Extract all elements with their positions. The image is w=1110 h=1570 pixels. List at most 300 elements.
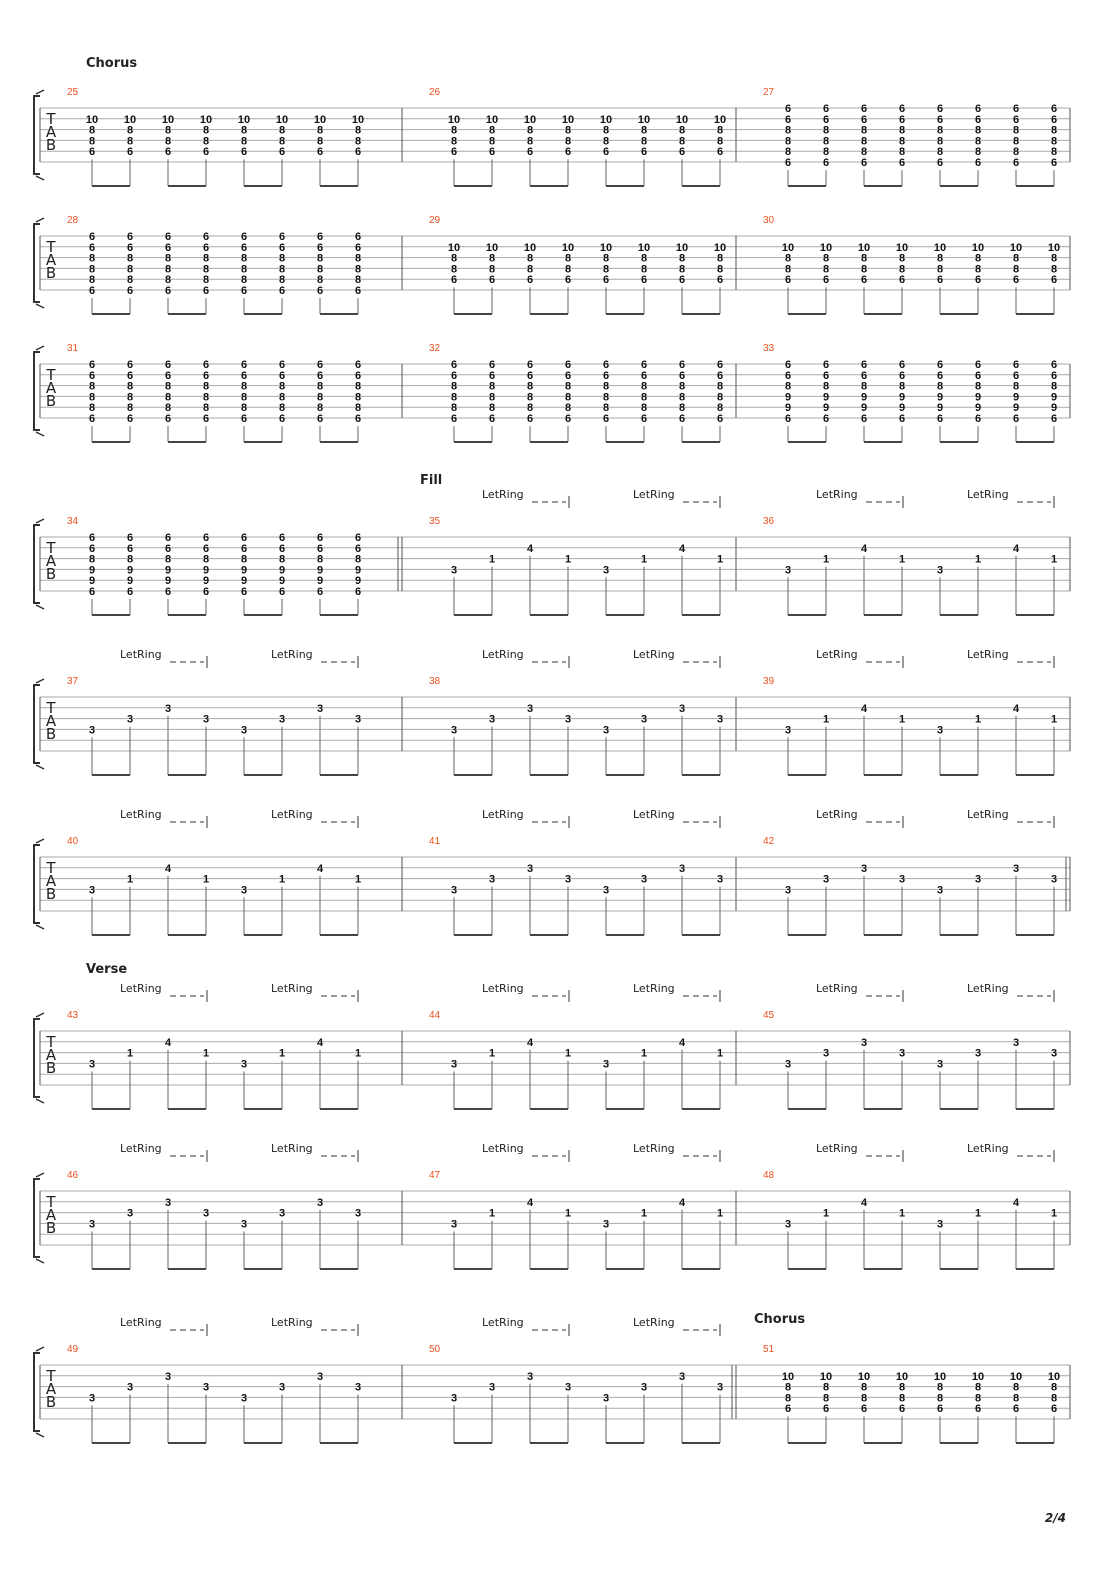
fret-number: 3: [716, 873, 724, 886]
fret-number: 6: [164, 285, 172, 297]
fret-number: 6: [678, 413, 686, 425]
fret-number: 8: [822, 1392, 830, 1405]
fret-number: 6: [240, 586, 248, 598]
fret-number: 6: [450, 369, 458, 382]
fret-number: 9: [126, 575, 134, 588]
fret-number: 3: [278, 713, 286, 726]
fret-number: 6: [202, 586, 210, 598]
fret-number: 8: [640, 402, 648, 415]
fret-number: 3: [678, 702, 686, 715]
fret-number: 8: [640, 391, 648, 404]
fret-number: 6: [126, 146, 134, 159]
fret-number: 1: [1050, 553, 1058, 566]
fret-number: 3: [1012, 862, 1020, 875]
let-ring-label: LetRing: [482, 982, 524, 995]
fret-number: 8: [126, 553, 134, 566]
fret-number: 8: [822, 124, 830, 137]
fret-number: 8: [602, 252, 610, 265]
fret-number: 8: [936, 124, 944, 137]
fret-number: 1: [564, 553, 572, 566]
fret-number: 6: [640, 274, 648, 287]
fret-number: 6: [898, 1403, 906, 1416]
fret-number: 9: [898, 402, 906, 415]
fret-number: 6: [564, 359, 572, 371]
fret-number: 8: [716, 391, 724, 404]
fret-number: 6: [278, 231, 286, 243]
fret-number: 8: [126, 274, 134, 287]
fret-number: 4: [316, 862, 324, 875]
fret-number: 10: [895, 1370, 909, 1383]
fret-number: 3: [450, 1058, 458, 1071]
fret-number: 9: [278, 575, 286, 588]
fret-number: 10: [161, 113, 175, 126]
fret-number: 8: [974, 1381, 982, 1394]
fret-number: 8: [822, 135, 830, 148]
fret-number: 6: [126, 285, 134, 297]
fret-number: 8: [202, 135, 210, 148]
tab-clef-letter: A: [45, 379, 57, 397]
fret-number: 8: [164, 402, 172, 415]
fret-number: 9: [164, 564, 172, 577]
fret-number: 6: [822, 103, 830, 115]
fret-number: 6: [88, 285, 96, 297]
fret-number: 10: [895, 241, 909, 254]
fret-number: 8: [126, 252, 134, 265]
fret-number: 1: [974, 713, 982, 726]
fret-number: 6: [1012, 413, 1020, 425]
fret-number: 8: [526, 380, 534, 393]
fret-number: 8: [898, 146, 906, 159]
fret-number: 6: [822, 413, 830, 425]
fret-number: 9: [974, 402, 982, 415]
fret-number: 8: [164, 391, 172, 404]
fret-number: 6: [564, 274, 572, 287]
fret-number: 8: [784, 380, 792, 393]
fret-number: 8: [974, 135, 982, 148]
fret-number: 9: [1050, 391, 1058, 404]
fret-number: 8: [164, 380, 172, 393]
fret-number: 6: [898, 359, 906, 371]
fret-number: 6: [126, 586, 134, 598]
bar-number: 35: [429, 516, 441, 527]
tab-clef-letter: A: [45, 1206, 57, 1224]
fret-number: 6: [240, 542, 248, 555]
fret-number: 3: [164, 702, 172, 715]
fret-number: 8: [88, 263, 96, 276]
fret-number: 3: [678, 862, 686, 875]
fret-number: 6: [1050, 413, 1058, 425]
fret-number: 6: [898, 274, 906, 287]
fret-number: 6: [126, 359, 134, 371]
fret-number: 9: [88, 564, 96, 577]
fret-number: 8: [278, 402, 286, 415]
fret-number: 6: [602, 413, 610, 425]
fret-number: 8: [860, 1392, 868, 1405]
fret-number: 6: [526, 359, 534, 371]
fret-number: 6: [784, 359, 792, 371]
fret-number: 8: [602, 391, 610, 404]
fret-number: 6: [860, 157, 868, 169]
fret-number: 8: [716, 124, 724, 137]
fret-number: 8: [354, 553, 362, 566]
fret-number: 8: [640, 135, 648, 148]
fret-number: 9: [936, 391, 944, 404]
fret-number: 6: [316, 369, 324, 382]
fret-number: 6: [860, 113, 868, 126]
fret-number: 3: [564, 1381, 572, 1394]
fret-number: 6: [278, 542, 286, 555]
tab-clef-letter: B: [45, 565, 57, 583]
fret-number: 8: [640, 380, 648, 393]
fret-number: 9: [1012, 402, 1020, 415]
fret-number: 10: [237, 113, 251, 126]
fret-number: 6: [354, 231, 362, 243]
fret-number: 6: [240, 359, 248, 371]
fret-number: 8: [974, 380, 982, 393]
fret-number: 1: [640, 1207, 648, 1220]
fret-number: 6: [240, 285, 248, 297]
section-label: Verse: [86, 962, 128, 977]
fret-number: 8: [640, 263, 648, 276]
fret-number: 8: [126, 135, 134, 148]
fret-number: 10: [85, 113, 99, 126]
fret-number: 3: [450, 564, 458, 577]
fret-number: 6: [316, 146, 324, 159]
fret-number: 6: [240, 231, 248, 243]
fret-number: 6: [822, 157, 830, 169]
fret-number: 8: [164, 263, 172, 276]
fret-number: 8: [564, 402, 572, 415]
fret-number: 6: [450, 413, 458, 425]
fret-number: 1: [716, 1207, 724, 1220]
fret-number: 10: [857, 241, 871, 254]
fret-number: 8: [784, 1381, 792, 1394]
fret-number: 6: [278, 241, 286, 254]
fret-number: 8: [278, 553, 286, 566]
fret-number: 8: [164, 135, 172, 148]
let-ring-label: LetRing: [967, 808, 1009, 821]
fret-number: 3: [974, 1047, 982, 1060]
fret-number: 6: [354, 285, 362, 297]
fret-number: 3: [450, 724, 458, 737]
fret-number: 6: [936, 369, 944, 382]
fret-number: 10: [637, 113, 651, 126]
fret-number: 10: [1009, 1370, 1023, 1383]
fret-number: 6: [88, 532, 96, 544]
fret-number: 3: [1050, 1047, 1058, 1060]
fret-number: 8: [202, 274, 210, 287]
fret-number: 3: [602, 1218, 610, 1231]
fret-number: 8: [898, 263, 906, 276]
fret-number: 3: [784, 1218, 792, 1231]
fret-number: 1: [640, 553, 648, 566]
tab-clef-letter: T: [46, 366, 56, 384]
fret-number: 8: [202, 252, 210, 265]
fret-number: 8: [450, 402, 458, 415]
fret-number: 6: [278, 369, 286, 382]
fret-number: 3: [450, 1218, 458, 1231]
fret-number: 8: [936, 135, 944, 148]
fret-number: 8: [202, 391, 210, 404]
fret-number: 3: [822, 873, 830, 886]
fret-number: 8: [1050, 124, 1058, 137]
fret-number: 8: [526, 124, 534, 137]
fret-number: 9: [898, 391, 906, 404]
fret-number: 6: [278, 586, 286, 598]
fret-number: 1: [354, 1047, 362, 1060]
fret-number: 8: [1012, 135, 1020, 148]
fret-number: 8: [354, 263, 362, 276]
fret-number: 8: [1012, 263, 1020, 276]
fret-number: 8: [278, 380, 286, 393]
tab-clef-letter: B: [45, 136, 57, 154]
let-ring-label: LetRing: [816, 648, 858, 661]
fret-number: 8: [450, 135, 458, 148]
system-bracket: [34, 1179, 40, 1257]
fret-number: 8: [564, 124, 572, 137]
tab-clef-letter: T: [46, 699, 56, 717]
fret-number: 8: [354, 380, 362, 393]
fret-number: 6: [678, 359, 686, 371]
fret-number: 6: [898, 103, 906, 115]
fret-number: 8: [126, 391, 134, 404]
fret-number: 6: [678, 274, 686, 287]
fret-number: 6: [974, 103, 982, 115]
fret-number: 8: [240, 391, 248, 404]
bar-number: 27: [763, 87, 775, 98]
fret-number: 6: [450, 146, 458, 159]
fret-number: 8: [974, 252, 982, 265]
fret-number: 8: [240, 274, 248, 287]
fret-number: 6: [860, 1403, 868, 1416]
fret-number: 8: [1012, 1392, 1020, 1405]
bar-number: 41: [429, 836, 441, 847]
fret-number: 10: [637, 241, 651, 254]
fret-number: 8: [822, 263, 830, 276]
fret-number: 8: [936, 146, 944, 159]
let-ring-label: LetRing: [816, 808, 858, 821]
fret-number: 8: [1050, 252, 1058, 265]
fret-number: 8: [898, 380, 906, 393]
fret-number: 3: [898, 873, 906, 886]
fret-number: 6: [316, 359, 324, 371]
fret-number: 8: [316, 402, 324, 415]
fret-number: 8: [240, 263, 248, 276]
let-ring-label: LetRing: [271, 648, 313, 661]
fret-number: 3: [822, 1047, 830, 1060]
fret-number: 4: [678, 1036, 686, 1049]
fret-number: 8: [716, 380, 724, 393]
fret-number: 8: [488, 252, 496, 265]
fret-number: 8: [278, 124, 286, 137]
fret-number: 8: [936, 1392, 944, 1405]
fret-number: 10: [819, 1370, 833, 1383]
page-number: 2/4: [1044, 1511, 1066, 1525]
fret-number: 8: [716, 402, 724, 415]
fret-number: 6: [164, 586, 172, 598]
bar-number: 51: [763, 1344, 775, 1355]
fret-number: 6: [526, 146, 534, 159]
fret-number: 9: [1012, 391, 1020, 404]
fret-number: 1: [488, 1207, 496, 1220]
fret-number: 6: [88, 586, 96, 598]
fret-number: 8: [240, 553, 248, 566]
fret-number: 10: [351, 113, 365, 126]
fret-number: 1: [488, 553, 496, 566]
fret-number: 3: [936, 884, 944, 897]
fret-number: 4: [526, 1036, 534, 1049]
fret-number: 8: [316, 263, 324, 276]
fret-number: 8: [564, 391, 572, 404]
fret-number: 8: [126, 380, 134, 393]
fret-number: 6: [126, 413, 134, 425]
tab-clef-letter: B: [45, 392, 57, 410]
fret-number: 6: [316, 241, 324, 254]
let-ring-label: LetRing: [120, 982, 162, 995]
fret-number: 6: [936, 1403, 944, 1416]
fret-number: 9: [316, 575, 324, 588]
fret-number: 6: [202, 532, 210, 544]
fret-number: 6: [126, 231, 134, 243]
let-ring-label: LetRing: [120, 808, 162, 821]
fret-number: 8: [164, 553, 172, 566]
fret-number: 6: [1012, 359, 1020, 371]
fret-number: 1: [278, 873, 286, 886]
fret-number: 3: [126, 1207, 134, 1220]
tab-clef-letter: B: [45, 885, 57, 903]
fret-number: 8: [898, 1381, 906, 1394]
fret-number: 6: [240, 532, 248, 544]
fret-number: 8: [602, 124, 610, 137]
fret-number: 8: [88, 135, 96, 148]
fret-number: 10: [819, 241, 833, 254]
fret-number: 6: [164, 359, 172, 371]
fret-number: 6: [602, 274, 610, 287]
fret-number: 6: [974, 369, 982, 382]
bar-number: 43: [67, 1010, 79, 1021]
fret-number: 4: [164, 862, 172, 875]
fret-number: 8: [278, 135, 286, 148]
fret-number: 6: [88, 359, 96, 371]
fret-number: 1: [822, 553, 830, 566]
fret-number: 6: [936, 113, 944, 126]
bar-number: 44: [429, 1010, 441, 1021]
fret-number: 6: [316, 542, 324, 555]
fret-number: 10: [971, 241, 985, 254]
fret-number: 3: [164, 1370, 172, 1383]
bar-number: 42: [763, 836, 775, 847]
fret-number: 10: [675, 113, 689, 126]
fret-number: 8: [88, 124, 96, 137]
fret-number: 3: [88, 1058, 96, 1071]
fret-number: 9: [860, 391, 868, 404]
tab-clef-letter: A: [45, 1380, 57, 1398]
fret-number: 8: [316, 252, 324, 265]
fret-number: 10: [447, 241, 461, 254]
tab-clef-letter: T: [46, 110, 56, 128]
fret-number: 6: [526, 413, 534, 425]
fret-number: 1: [564, 1047, 572, 1060]
fret-number: 6: [316, 285, 324, 297]
fret-number: 3: [640, 713, 648, 726]
fret-number: 6: [202, 231, 210, 243]
fret-number: 8: [164, 274, 172, 287]
fret-number: 9: [1050, 402, 1058, 415]
fret-number: 8: [278, 391, 286, 404]
let-ring-label: LetRing: [816, 1142, 858, 1155]
let-ring-label: LetRing: [633, 982, 675, 995]
fret-number: 9: [354, 564, 362, 577]
fret-number: 8: [784, 1392, 792, 1405]
fret-number: 8: [564, 263, 572, 276]
fret-number: 6: [240, 146, 248, 159]
fret-number: 3: [602, 1058, 610, 1071]
fret-number: 4: [678, 1196, 686, 1209]
let-ring-label: LetRing: [967, 982, 1009, 995]
let-ring-label: LetRing: [271, 808, 313, 821]
let-ring-label: LetRing: [120, 1316, 162, 1329]
fret-number: 8: [1012, 124, 1020, 137]
fret-number: 1: [354, 873, 362, 886]
fret-number: 6: [898, 369, 906, 382]
fret-number: 8: [278, 252, 286, 265]
fret-number: 6: [88, 231, 96, 243]
fret-number: 6: [784, 274, 792, 287]
fret-number: 8: [860, 380, 868, 393]
tab-clef-letter: A: [45, 251, 57, 269]
fret-number: 3: [354, 1207, 362, 1220]
fret-number: 8: [936, 380, 944, 393]
fret-number: 6: [564, 369, 572, 382]
fret-number: 6: [822, 369, 830, 382]
fret-number: 9: [164, 575, 172, 588]
fret-number: 8: [860, 263, 868, 276]
fret-number: 6: [164, 369, 172, 382]
fret-number: 8: [564, 135, 572, 148]
let-ring-label: LetRing: [482, 648, 524, 661]
tab-clef-letter: A: [45, 872, 57, 890]
fret-number: 9: [784, 391, 792, 404]
fret-number: 6: [354, 413, 362, 425]
bar-number: 28: [67, 215, 79, 226]
fret-number: 1: [488, 1047, 496, 1060]
fret-number: 6: [202, 285, 210, 297]
fret-number: 3: [564, 713, 572, 726]
fret-number: 6: [602, 146, 610, 159]
fret-number: 8: [316, 380, 324, 393]
section-label: Chorus: [754, 1312, 806, 1327]
fret-number: 10: [933, 241, 947, 254]
fret-number: 10: [275, 113, 289, 126]
fret-number: 8: [860, 1381, 868, 1394]
fret-number: 9: [278, 564, 286, 577]
fret-number: 6: [716, 369, 724, 382]
let-ring-label: LetRing: [633, 1142, 675, 1155]
fret-number: 8: [1050, 263, 1058, 276]
tab-clef-letter: T: [46, 1367, 56, 1385]
fret-number: 10: [781, 1370, 795, 1383]
fret-number: 3: [240, 724, 248, 737]
fret-number: 6: [784, 1403, 792, 1416]
bracket-hook-top: [36, 839, 44, 843]
fret-number: 3: [354, 713, 362, 726]
fret-number: 6: [784, 113, 792, 126]
fret-number: 8: [450, 263, 458, 276]
fret-number: 6: [898, 113, 906, 126]
fret-number: 10: [599, 241, 613, 254]
fret-number: 6: [716, 146, 724, 159]
bracket-hook-bottom: [36, 176, 44, 180]
